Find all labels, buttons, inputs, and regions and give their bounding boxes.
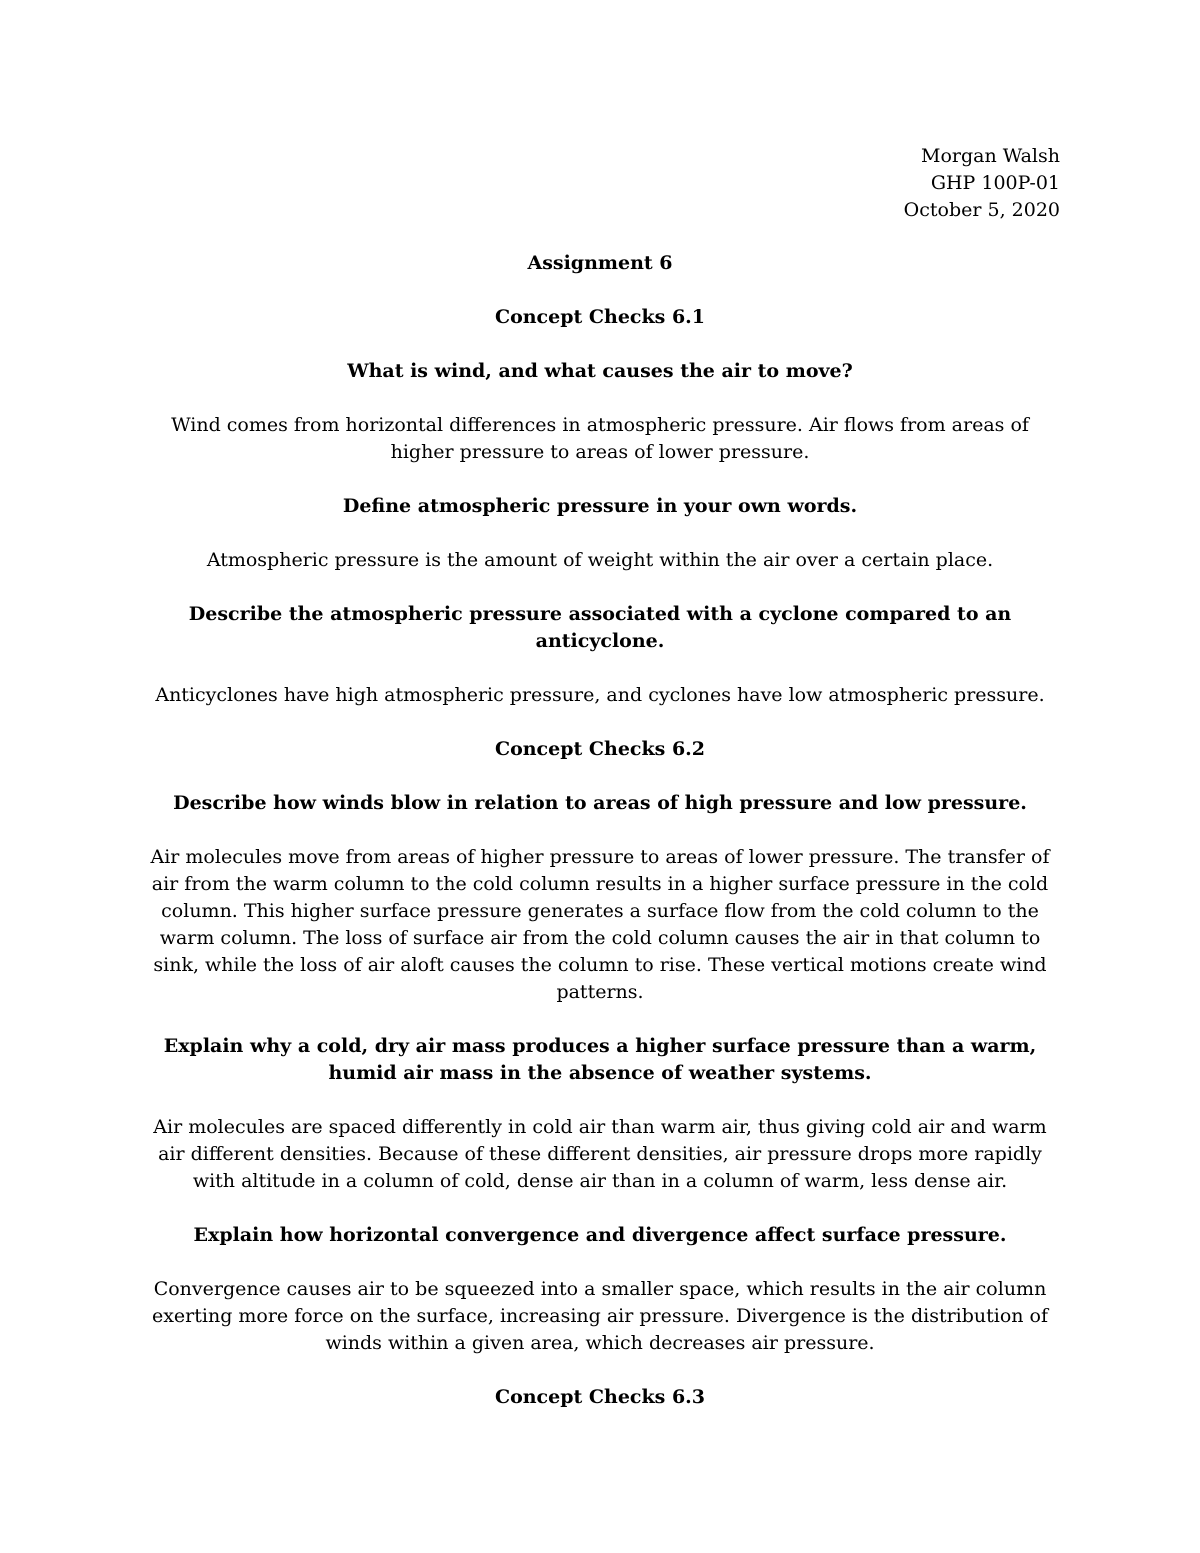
answer: Air molecules are spaced differently in cold air than warm air, thus giving cold air and warm air different densities. Because of these different densities, air pressure drops more rapidly with altitude in a column of cold, dense air than in a column of warm, less dense air. <box>153 1116 1047 1192</box>
author-header <box>904 143 1060 224</box>
section-6-1 <box>140 304 1060 709</box>
course-code: GHP 100P-01 <box>930 172 1060 194</box>
question: Describe the atmospheric pressure associated with a cyclone compared to an anticyclone. <box>188 603 1012 652</box>
question: Describe how winds blow in relation to areas of high pressure and low pressure. <box>173 792 1027 814</box>
question: What is wind, and what causes the air to move? <box>347 360 853 382</box>
answer: Air molecules move from areas of higher pressure to areas of lower pressure. The transfer of air from the warm column to the cold column results in a higher surface pressure in the cold column. This higher surface pressure generates a surface flow from the cold column to the warm column. The loss of surface air from the cold column causes the air in that column to sink, while the loss of air aloft causes the column to rise. These vertical motions create wind patterns. <box>150 846 1050 1003</box>
answer: Convergence causes air to be squeezed into a smaller space, which results in the air column exerting more force on the surface, increasing air pressure. Divergence is the distribution of winds within a given area, which decreases air pressure. <box>151 1278 1049 1354</box>
document-body <box>140 250 1060 1438</box>
section-6-2 <box>140 736 1060 1357</box>
section-heading: Concept Checks 6.3 <box>494 1386 706 1408</box>
submission-date: October 5, 2020 <box>903 199 1060 221</box>
assignment-title: Assignment 6 <box>527 252 673 274</box>
question: Explain why a cold, dry air mass produces a higher surface pressure than a warm, humid air mass in the absence of weather systems. <box>163 1035 1037 1084</box>
question: Explain how horizontal convergence and divergence affect surface pressure. <box>193 1224 1007 1246</box>
section-heading: Concept Checks 6.2 <box>494 738 706 760</box>
answer: Wind comes from horizontal differences in atmospheric pressure. Air flows from areas of higher pressure to areas of lower pressure. <box>171 414 1029 463</box>
section-6-3 <box>140 1384 1060 1411</box>
question: Define atmospheric pressure in your own words. <box>342 495 858 517</box>
answer: Atmospheric pressure is the amount of weight within the air over a certain place. <box>206 549 994 571</box>
author-name: Morgan Walsh <box>920 145 1060 167</box>
section-heading: Concept Checks 6.1 <box>494 306 706 328</box>
answer: Anticyclones have high atmospheric pressure, and cyclones have low atmospheric pressure. <box>155 684 1045 706</box>
